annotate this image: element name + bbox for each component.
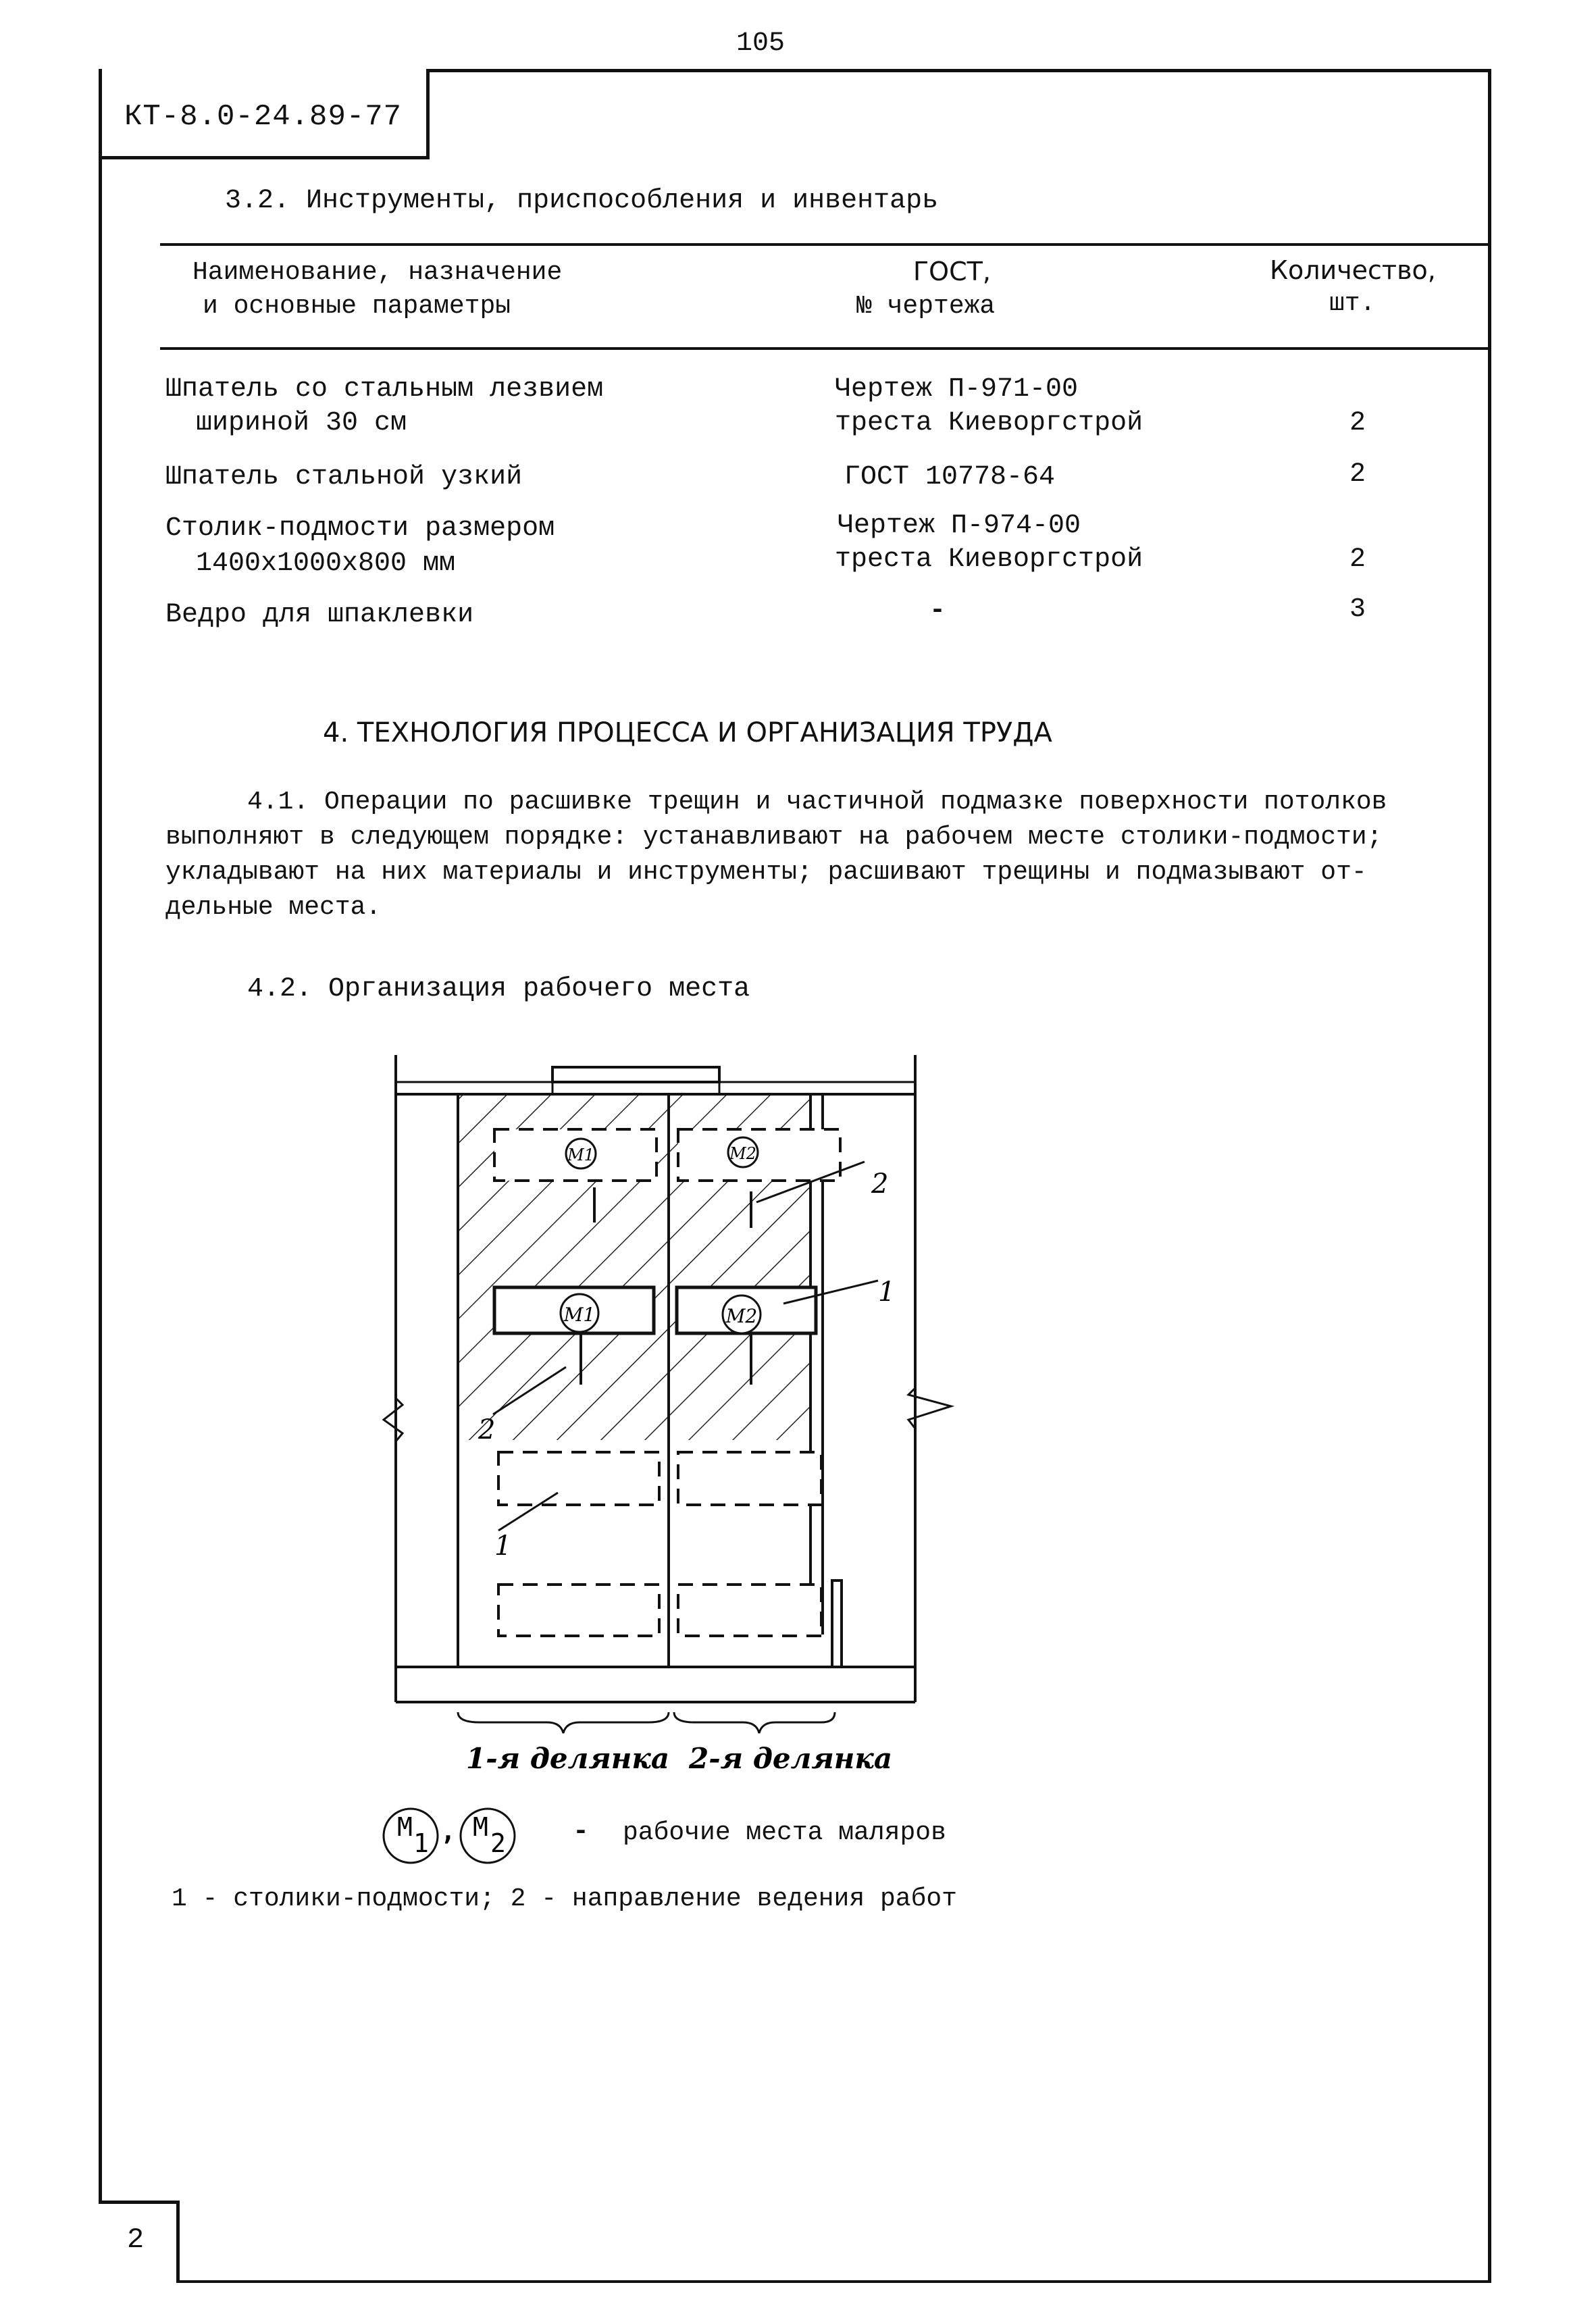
table-row-1-qty: 2 [1349,408,1366,438]
legend-line-2: 1 - столики-подмости; 2 - направление ведения работ [172,1884,957,1913]
table-header-rule [160,347,1491,350]
legend-m2-letter: М [473,1812,488,1842]
page-number: 105 [736,28,786,59]
table-top-rule [160,243,1491,246]
label-plot-2: 2-я делянка [689,1742,893,1775]
scaffold-dashed-3 [498,1452,659,1505]
p41-line-1: 4.1. Операции по расшивке трещин и частичной подмазке поверхности потолков [247,788,1387,817]
label-plot-1: 1-я делянка [466,1742,670,1775]
workplace-diagram [378,1047,986,1776]
callout-1-top: 1 [878,1277,896,1308]
col-header-qty-2: шт. [1329,289,1376,318]
section-3-2-heading: 3.2. Инструменты, приспособления и инвентарь [225,186,939,216]
table-row-2-gost-1: ГОСТ 10778-64 [844,462,1056,492]
table-row-3-gost-2: треста Киеворгстрой [835,544,1143,575]
table-row-2-qty: 2 [1349,459,1366,490]
col-header-gost-1: ГОСТ, [913,257,991,286]
legend-m1-sub: 1 [413,1828,429,1858]
table-row-1-name-2: шириной 30 см [196,408,407,438]
legend-workplaces-text: рабочие места маляров [623,1818,946,1847]
doc-code: КТ-8.0-24.89-77 [124,100,403,134]
callout-1-bottom: 1 [494,1531,512,1562]
scaffold-dashed-5 [498,1585,659,1636]
label-m2-upper: М2 [729,1144,756,1163]
scaffold-dashed-6 [678,1585,821,1636]
col-header-name-2: и основные параметры [203,292,511,321]
scaffold-dashed-4 [678,1452,821,1505]
table-row-4-gost-1: - [929,596,946,626]
callout-2-top: 2 [871,1168,889,1200]
col-header-gost-2: № чертежа [856,292,996,321]
table-row-4-name-1: Ведро для шпаклевки [165,600,474,630]
col-header-name-1: Наименование, назначение [192,258,563,287]
beam-joint [552,1067,719,1082]
page-frame-bottom [99,2280,1491,2283]
brace-plot-2 [674,1712,835,1733]
legend-m1-letter: М [397,1812,413,1842]
legend-symbols [378,1802,554,1870]
p41-line-3: укладывают на них материалы и инструменты; расшивают трещины и подмазывают от- [165,858,1367,887]
label-m1: М1 [563,1304,596,1326]
label-m2: М2 [725,1305,758,1327]
sheet-number: 2 [127,2223,145,2256]
table-row-1-name-1: Шпатель со стальным лезвием [165,374,604,405]
legend-m2-sub: 2 [490,1828,506,1858]
table-row-1-gost-2: треста Киеворгстрой [835,408,1143,438]
callout-2-bottom: 2 [478,1414,496,1445]
left-break-mark [384,1398,403,1441]
section-4-heading: 4. ТЕХНОЛОГИЯ ПРОЦЕССА И ОРГАНИЗАЦИЯ ТРУДА [323,717,1052,748]
brace-plot-1 [458,1712,669,1733]
table-row-2-name-1: Шпатель стальной узкий [165,462,523,492]
table-row-3-name-2: 1400x1000x800 мм [196,548,456,579]
scaffold-edge [832,1580,842,1667]
p42-heading: 4.2. Организация рабочего места [247,974,750,1004]
legend-separator: , [440,1816,456,1846]
label-m1-upper: М1 [567,1146,594,1164]
p41-line-2: выполняют в следующем порядке: устанавливают на рабочем месте столики-подмости; [165,823,1383,852]
legend-dash: - [573,1817,590,1847]
scaffold-dashed-2 [678,1129,840,1181]
table-row-3-qty: 2 [1349,544,1366,575]
table-row-3-gost-1: Чертеж П-974-00 [838,511,1081,541]
col-header-qty-1: Количество, [1270,255,1436,285]
table-row-4-qty: 3 [1349,594,1366,625]
table-row-3-name-1: Столик-подмости размером [165,513,555,544]
table-row-1-gost-1: Чертеж П-971-00 [835,374,1079,405]
p41-line-4: дельные места. [165,893,382,922]
